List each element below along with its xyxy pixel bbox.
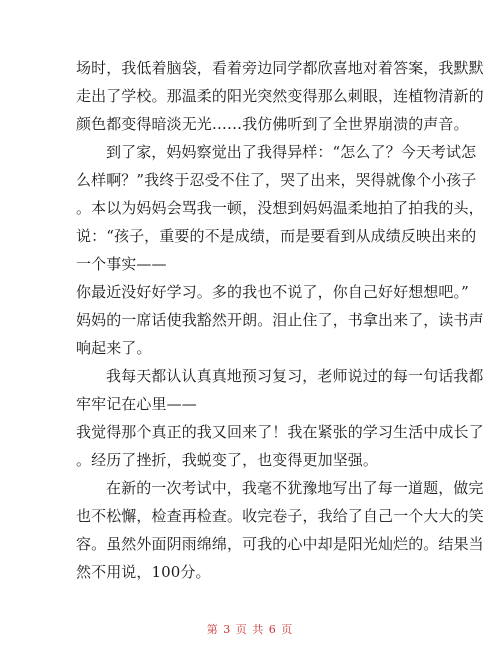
text-line: 一个事实—— xyxy=(76,255,167,273)
text-line: 容。虽然外面阴雨绵绵，可我的心中却是阳光灿烂的。结果当 xyxy=(76,535,484,553)
text-line: 么样啊？”我终于忍受不住了，哭了出来，哭得就像个小孩子 xyxy=(76,171,477,189)
text-line: 响起来了。 xyxy=(76,339,152,357)
text-line: 也不松懈，检查再检查。收完卷子，我给了自己一个大大的笑 xyxy=(76,507,484,525)
text-line: 你最近没好好学习。多的我也不说了，你自己好好想想吧。” xyxy=(76,283,469,301)
text-line: 走出了学校。那温柔的阳光突然变得那么刺眼，连植物清新的 xyxy=(76,87,484,105)
text-line: 在新的一次考试中，我毫不犹豫地写出了每一道题，做完 xyxy=(106,479,484,497)
text-line: 牢牢记在心里—— xyxy=(76,395,197,413)
text-line: 我每天都认认真真地预习复习，老师说过的每一句话我都 xyxy=(106,367,484,385)
text-line: 妈妈的一席话使我豁然开朗。泪止住了，书拿出来了，读书声 xyxy=(76,311,484,329)
text-line: 说：“孩子，重要的不是成绩，而是要看到从成绩反映出来的 xyxy=(76,227,477,245)
text-line: 然不用说，100分。 xyxy=(76,563,211,581)
text-line: 到了家，妈妈察觉出了我得异样：“怎么了？今天考试怎 xyxy=(106,143,477,161)
text-line: 。经历了挫折，我蜕变了，也变得更加坚强。 xyxy=(76,451,379,469)
document-body xyxy=(76,54,484,586)
text-line: 我觉得那个真正的我又回来了！我在紧张的学习生活中成长了 xyxy=(76,423,484,441)
page-number-footer: 第 3 页 共 6 页 xyxy=(206,623,294,636)
text-line: 颜色都变得暗淡无光……我仿佛听到了全世界崩溃的声音。 xyxy=(76,115,469,133)
text-line: 场时，我低着脑袋，看着旁边同学都欣喜地对着答案，我默默 xyxy=(76,59,484,77)
text-line: 。本以为妈妈会骂我一顿，没想到妈妈温柔地拍了拍我的头， xyxy=(76,199,484,217)
